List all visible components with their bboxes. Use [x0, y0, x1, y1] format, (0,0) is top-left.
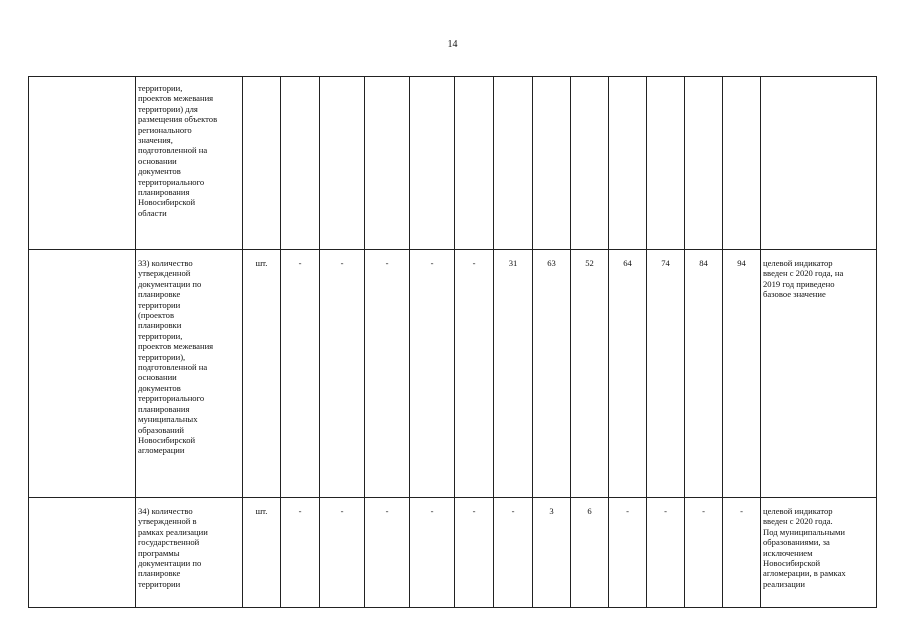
note-line: исключением — [763, 547, 813, 558]
indicator-line: подготовленной на — [138, 145, 208, 156]
indicator-line: документов — [138, 382, 181, 393]
indicator-line: утвержденной в — [138, 516, 197, 527]
value-cell: 74 — [647, 250, 685, 498]
indicator-line: проектов межевания — [138, 341, 214, 352]
indicator-line: территории) для — [138, 103, 198, 114]
indicator-line: территориального — [138, 176, 205, 187]
indicator-line: рамках реализации — [138, 526, 208, 537]
indicator-line: размещения объектов — [138, 114, 218, 125]
indicator-line: основании — [138, 155, 177, 166]
note-line: образованиями, за — [763, 537, 830, 548]
indicator-line: муниципальных — [138, 414, 198, 425]
indicator-line: планирования — [138, 403, 190, 414]
value-cell: 63 — [533, 250, 571, 498]
value-cell: - — [609, 498, 647, 608]
indicator-cell — [136, 77, 243, 250]
value-cell: - — [723, 498, 761, 608]
value-cell — [455, 77, 494, 250]
note-line: 2019 год приведено — [763, 278, 835, 289]
indicator-line: территории, — [138, 330, 183, 341]
indicator-line: утвержденной — [138, 268, 191, 279]
indicator-line: планирования — [138, 187, 190, 198]
empty-cell — [29, 498, 136, 608]
value-cell: - — [281, 250, 320, 498]
indicator-line: территориального — [138, 393, 205, 404]
indicator-line: Новосибирской — [138, 434, 196, 445]
value-cell: 3 — [533, 498, 571, 608]
value-cell: - — [320, 498, 365, 608]
table-row — [29, 250, 877, 498]
value-cell: - — [410, 250, 455, 498]
indicator-line: значения, — [138, 135, 173, 146]
indicator-line: (проектов — [138, 310, 175, 321]
note-line: введен с 2020 года, на — [763, 268, 844, 279]
unit-cell: шт. — [243, 250, 281, 498]
indicator-line: документов — [138, 166, 181, 177]
value-cell: - — [320, 250, 365, 498]
indicator-line: образований — [138, 424, 184, 435]
indicator-line: подготовленной на — [138, 362, 208, 373]
value-cell: 31 — [494, 250, 533, 498]
note-line: введен с 2020 года. — [763, 516, 833, 527]
note-line: целевой индикатор — [763, 258, 833, 268]
value-cell — [723, 77, 761, 250]
value-cell: - — [410, 498, 455, 608]
value-cell — [281, 77, 320, 250]
note-line: Новосибирской — [763, 558, 821, 569]
value-cell — [410, 77, 455, 250]
indicator-line: документации по — [138, 558, 202, 569]
note-cell — [761, 250, 877, 498]
indicator-line: государственной — [138, 537, 200, 548]
indicator-cell — [136, 250, 243, 498]
table-row — [29, 498, 877, 608]
empty-cell — [29, 77, 136, 250]
indicator-line: территории — [138, 299, 181, 310]
note-cell — [761, 77, 877, 250]
indicator-line: планировке — [138, 568, 181, 579]
indicator-line: документации по — [138, 278, 202, 289]
indicator-line: области — [138, 207, 167, 218]
value-cell — [365, 77, 410, 250]
unit-cell: шт. — [243, 498, 281, 608]
value-cell: 84 — [685, 250, 723, 498]
value-cell: - — [685, 498, 723, 608]
value-cell: - — [281, 498, 320, 608]
indicator-line: проектов межевания — [138, 93, 214, 104]
value-cell — [533, 77, 571, 250]
table-row — [29, 77, 877, 250]
indicator-line: программы — [138, 547, 180, 558]
indicator-line: основании — [138, 372, 177, 383]
note-line: базовое значение — [763, 289, 826, 300]
value-cell: - — [647, 498, 685, 608]
value-cell — [571, 77, 609, 250]
note-cell — [761, 498, 877, 608]
indicator-cell — [136, 498, 243, 608]
value-cell — [494, 77, 533, 250]
value-cell — [647, 77, 685, 250]
note-line: целевой индикатор — [763, 506, 833, 516]
indicator-line: планировки — [138, 320, 182, 331]
page-number: 14 — [447, 39, 458, 50]
indicator-table — [28, 76, 877, 608]
empty-cell — [29, 250, 136, 498]
value-cell: 52 — [571, 250, 609, 498]
indicator-line: 34) количество — [138, 506, 193, 516]
value-cell: - — [455, 250, 494, 498]
value-cell: 94 — [723, 250, 761, 498]
value-cell: - — [365, 498, 410, 608]
value-cell: 64 — [609, 250, 647, 498]
note-line: реализации — [763, 578, 805, 589]
value-cell: - — [494, 498, 533, 608]
indicator-line: агломерации — [138, 445, 185, 456]
value-cell: - — [365, 250, 410, 498]
note-line: Под муниципальными — [763, 526, 846, 537]
indicator-line: планировке — [138, 289, 181, 300]
note-line: агломерации, в рамках — [763, 568, 846, 579]
indicator-line: территории — [138, 578, 181, 589]
value-cell: - — [455, 498, 494, 608]
value-cell — [609, 77, 647, 250]
indicator-line: территории, — [138, 83, 183, 93]
unit-cell — [243, 77, 281, 250]
value-cell — [320, 77, 365, 250]
value-cell: 6 — [571, 498, 609, 608]
indicator-line: регионального — [138, 124, 192, 135]
indicator-line: Новосибирской — [138, 197, 196, 208]
value-cell — [685, 77, 723, 250]
indicator-line: 33) количество — [138, 258, 193, 268]
indicator-line: территории), — [138, 351, 186, 362]
